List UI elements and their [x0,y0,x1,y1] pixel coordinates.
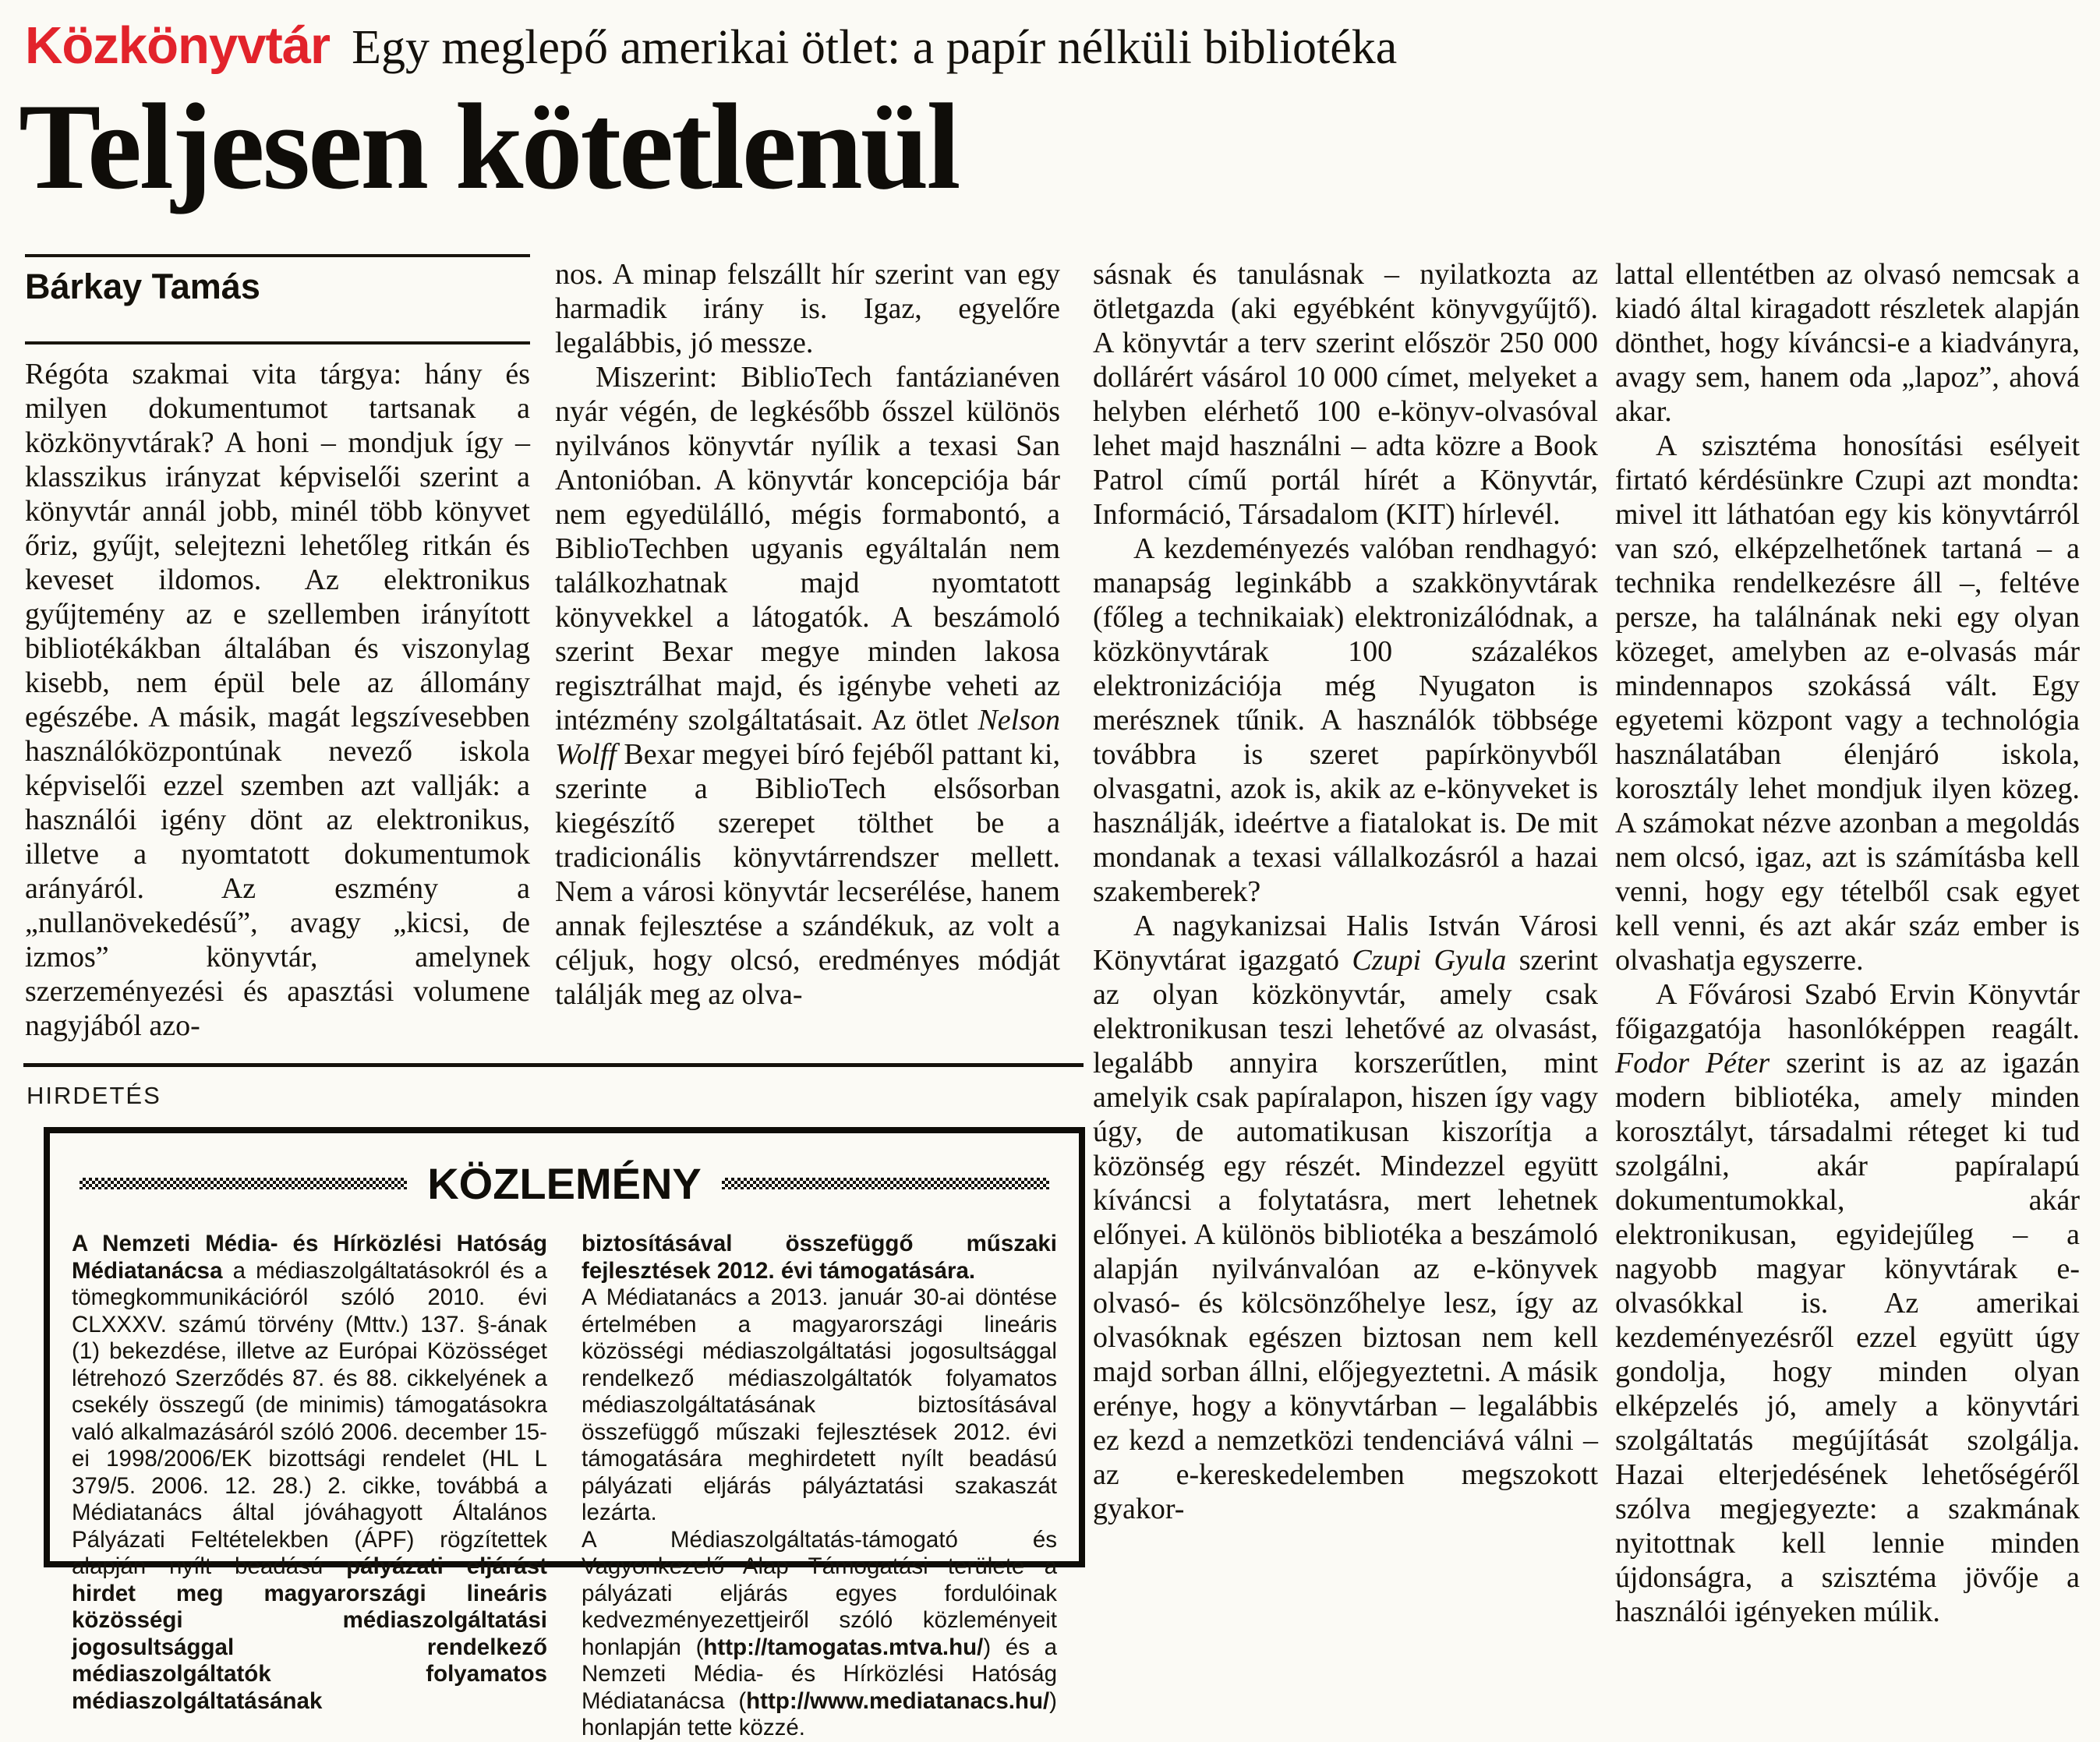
kicker [25,16,1397,76]
text-run-bold: A Nemzeti Média- és Hírközlési Hatóság Médiatanácsa [72,1231,547,1284]
ad-section-divider [23,1063,1084,1067]
text-run: szerint az olyan közkönyvtár, amely csak elektronikusan teszi lehetővé az olvasást, legalább annyira korszerűtlen, mint amelyik csak papíralapon, hiszen így vagy úgy, de automatikusan kiszorítja a közönség egy részét. Mindezzel együtt kíváncsi a folytatásra, mert lehetnek előnyei. A különös bibliotéka a beszámoló alapján nyilvánvalóan az e-könyvek olvasó- és kölcsönzőhelye lesz, így az olvasóknak egészen biztosan nem kell majd sorban állni, előjegyeztetni. A másik erénye, hogy a könyvtárban – legalábbis ez kezd a nemzetközi tendenciává válni – az e-kereskedelemben megszokott gyakor- [1093,944,1599,1525]
byline-block [25,254,530,345]
paragraph [582,1527,1057,1742]
article-column-3 [1093,257,1598,1526]
paragraph [582,1231,1057,1284]
kicker-title: Egy meglepő amerikai ötlet: a papír nélküli bibliotéka [352,21,1398,74]
ad-title: KÖZLEMÉNY [427,1159,702,1208]
text-run-italic: Czupi Gyula [1352,944,1507,977]
article-column-4 [1615,257,2080,1629]
text-run: Miszerint: BiblioTech fantázianéven nyár végén, de legkésőbb ősszel különös nyilvános könyvtár nyílik a texasi San Antonióban. A könyvtár koncepciója bár nem egyedülálló, mégis formabontó, a BiblioTechben ugyanis egyáltalán nem találkozhatnak majd nyomtatott könyvekkel a látogatók. A beszámoló szerint Bexar megye minden lakosa regisztrálhat majd, és igénybe veheti az intézmény szolgáltatásait. Az ötlet [555,361,1060,737]
ad-decorative-bar-left [80,1178,407,1189]
paragraph [1093,532,1598,909]
ad-section-label: HIRDETÉS [27,1082,161,1109]
text-run: a médiaszolgáltatásokról és a tömegkommunikációról szóló 2010. évi CLXXXV. számú törvény (Mttv.) 137. §-ának (1) bekezdése, illetve az Európai Közösséget létrehozó Szerződés 87. és 88. cikkelyének a csekély összegű (de minimis) támogatásokra való alkalmazásáról szóló 2006. december 15-ei 1998/2006/EK bizottsági rendelet (HL L 379/5. 2006. 12. 28.) 2. cikke, továbbá a Médiatanács által jóváhagyott Általános Pályázati Feltételekben (ÁPF) rögzítettek alapján nyílt beadású [72,1257,547,1579]
text-run: sásnak és tanulásnak – nyilatkozta az ötletgazda (aki egyébként könyvgyűjtő). A könyvtár a terv szerint először 250 000 dollárért vásárol 10 000 címet, melyeket a helyben elérhető 100 e-könyv-olvasóval lehet majd használni – adta közre a Book Patrol című portál hírét a Könyvtár, Információ, Társadalom (KIT) hírlevél. [1093,258,1598,531]
paragraph [1615,257,2080,429]
text-run-bold: biztosításával összefüggő műszaki fejlesztések 2012. évi támogatására. [582,1231,1057,1284]
text-run-bold: pályázati eljárást hirdet meg magyarországi lineáris közösségi médiaszolgáltatási jogosultsággal rendelkező médiaszolgáltatók folyamatos médiaszolgáltatásának [72,1553,547,1714]
text-run: Bexar megyei bíró fejéből pattant ki, szerinte a BiblioTech elsősorban kiegészítő szerepet tölthet be a tradicionális könyvtárrendszer mellett. Nem a városi könyvtár lecserélése, hanem annak fejlesztése a szándékuk, az volt a céljuk, hogy olcsó, eredményes módját találják meg az olva- [555,738,1060,1011]
ad-column-2 [582,1231,1057,1742]
kicker-section-label: Közkönyvtár [25,16,331,75]
text-run: A Médiaszolgáltatás-támogató és Vagyonkezelő Alap Támogatási területe a pályázati eljárás egyes fordulóinak kedvezményezettjeiről szóló közleményeit honlapján ( [582,1526,1057,1660]
text-run: A szisztéma honosítási esélyeit firtató kérdésünkre Czupi azt mondta: mivel itt láthatóan egy kis könyvtárról van szó, elképzelhetőnek tartaná – a technika rendelkezésre áll –, feltéve persze, ha találnának neki egy olyan közeget, amelyben az e-olvasás már mindennapos szokássá vált. Egy egyetemi központ vagy a technológia használatában élenjáró iskola, korosztály lehet mondjuk ilyen közeg. A számokat nézve azonban a megoldás nem olcsó, igaz, azt is számításba kell venni, hogy egy tételből csak egyet kell venni, és azt akár száz ember is olvashatja egyszerre. [1615,429,2080,977]
text-run-bold: http://tamogatas.mtva.hu/ [703,1634,984,1660]
paragraph [1615,429,2080,977]
advertisement-box [44,1127,1085,1740]
ad-columns [72,1231,1057,1742]
text-run: A Fővárosi Szabó Ervin Könyvtár főigazgatója hasonlóképpen reagált. [1615,978,2080,1045]
paragraph [25,357,530,1043]
text-run: A Médiatanács a 2013. január 30-ai döntése értelmében a magyarországi lineáris közösségi médiaszolgáltatási jogosultsággal rendelkező médiaszolgáltatók folyamatos médiaszolgáltatásának biztosításával összefüggő műszaki fejlesztések 2012. évi támogatására meghirdetett nyílt beadású pályázati eljárás pályáztatási szakaszát lezárta. [582,1284,1057,1525]
text-run-italic: Nelson Wolff [555,704,1060,771]
ad-header [80,1158,1049,1209]
byline-author: Bárkay Tamás [25,267,260,306]
text-run: szerint is az az igazán modern bibliotéka, amely minden korosztályt, társadalmi réteget ki tud szolgálni, akár papíralapú dokumentumokkal, akár elektronikusan, egyidejűleg – a nagyobb magyar könyvtárak e-olvasókkal is. Az amerikai kezdeményezésről ezzel együtt úgy gondolja, hogy minden olyan elképzelés jó, amely a könyvtári szolgáltatás megújítását szolgálja. Hazai elterjedésének lehetőségéről szólva megjegyezte: a szakmának nyitottnak kell lennie minden újdonságra, a szisztéma jövője a használói igényeken múlik. [1615,1047,2080,1628]
text-run: Régóta szakmai vita tárgya: hány és milyen dokumentumot tartsanak a közkönyvtárak? A honi – mondjuk így – klasszikus irányzat képviselői szerint a könyvtár annál jobb, minél több könyvet őriz, gyűjt, selejtezni lehetőleg ritkán és keveset ildomos. Az elektronikus gyűjtemény az e szellemben irányított bibliotékákban általában és viszonylag kisebb, nem épül bele az állomány egészébe. A másik, magát legszívesebben használóközpontúnak nevező iskola képviselői ezzel szemben azt vallják: a használói igény dönt az elektronikus, illetve a nyomtatott dokumentumok arányáról. Az eszmény a „nullanövekedésű”, avagy „kicsi, de izmos” könyvtár, amelynek szerzeményezési és apasztási volumene nagyjából azo- [25,358,530,1042]
paragraph [1615,977,2080,1629]
paragraph [1093,909,1598,1526]
paragraph [582,1284,1057,1527]
article-column-2 [555,257,1060,1012]
text-run: A nagykanizsai Halis István Városi Könyvtárat igazgató [1093,910,1598,977]
text-run: ) honlapján tette közzé. [582,1687,1057,1740]
text-run: lattal ellentétben az olvasó nemcsak a kiadó által kiragadott részletek alapján dönthet, hogy kíváncsi-e a kiadványra, avagy sem, hanem oda „lapoz”, ahová akar. [1615,258,2080,428]
text-run-italic: Fodor Péter [1615,1047,1770,1079]
paragraph [555,257,1060,360]
text-run: A kezdeményezés valóban rendhagyó: manapság leginkább a szakkönyvtárak (főleg a technikaiak) elektronizálódnak, a közkönyvtárak 100 százalékos elektronizációja még Nyugaton is merésznek tűnik. A használók többsége továbbra is szeret papírkönyvből olvasgatni, azok is, akik az e-könyveket is használják, ideértve a fiatalokat is. De mit mondanak a texasi vállalkozásról a hazai szakemberek? [1093,532,1598,908]
text-run-bold: http://www.mediatanacs.hu/ [746,1687,1050,1714]
paragraph [1093,257,1598,532]
paragraph [72,1231,547,1715]
text-run: ) és a Nemzeti Média- és Hírközlési Hatóság Médiatanácsa ( [582,1634,1057,1714]
ad-decorative-bar-right [722,1178,1049,1189]
headline: Teljesen kötetlenül [19,79,959,215]
article-column-1 [25,357,530,1043]
ad-column-1 [72,1231,547,1742]
text-run: nos. A minap felszállt hír szerint van egy harmadik irány is. Igaz, egyelőre legalábbis, jó messze. [555,258,1060,359]
paragraph [555,360,1060,1012]
